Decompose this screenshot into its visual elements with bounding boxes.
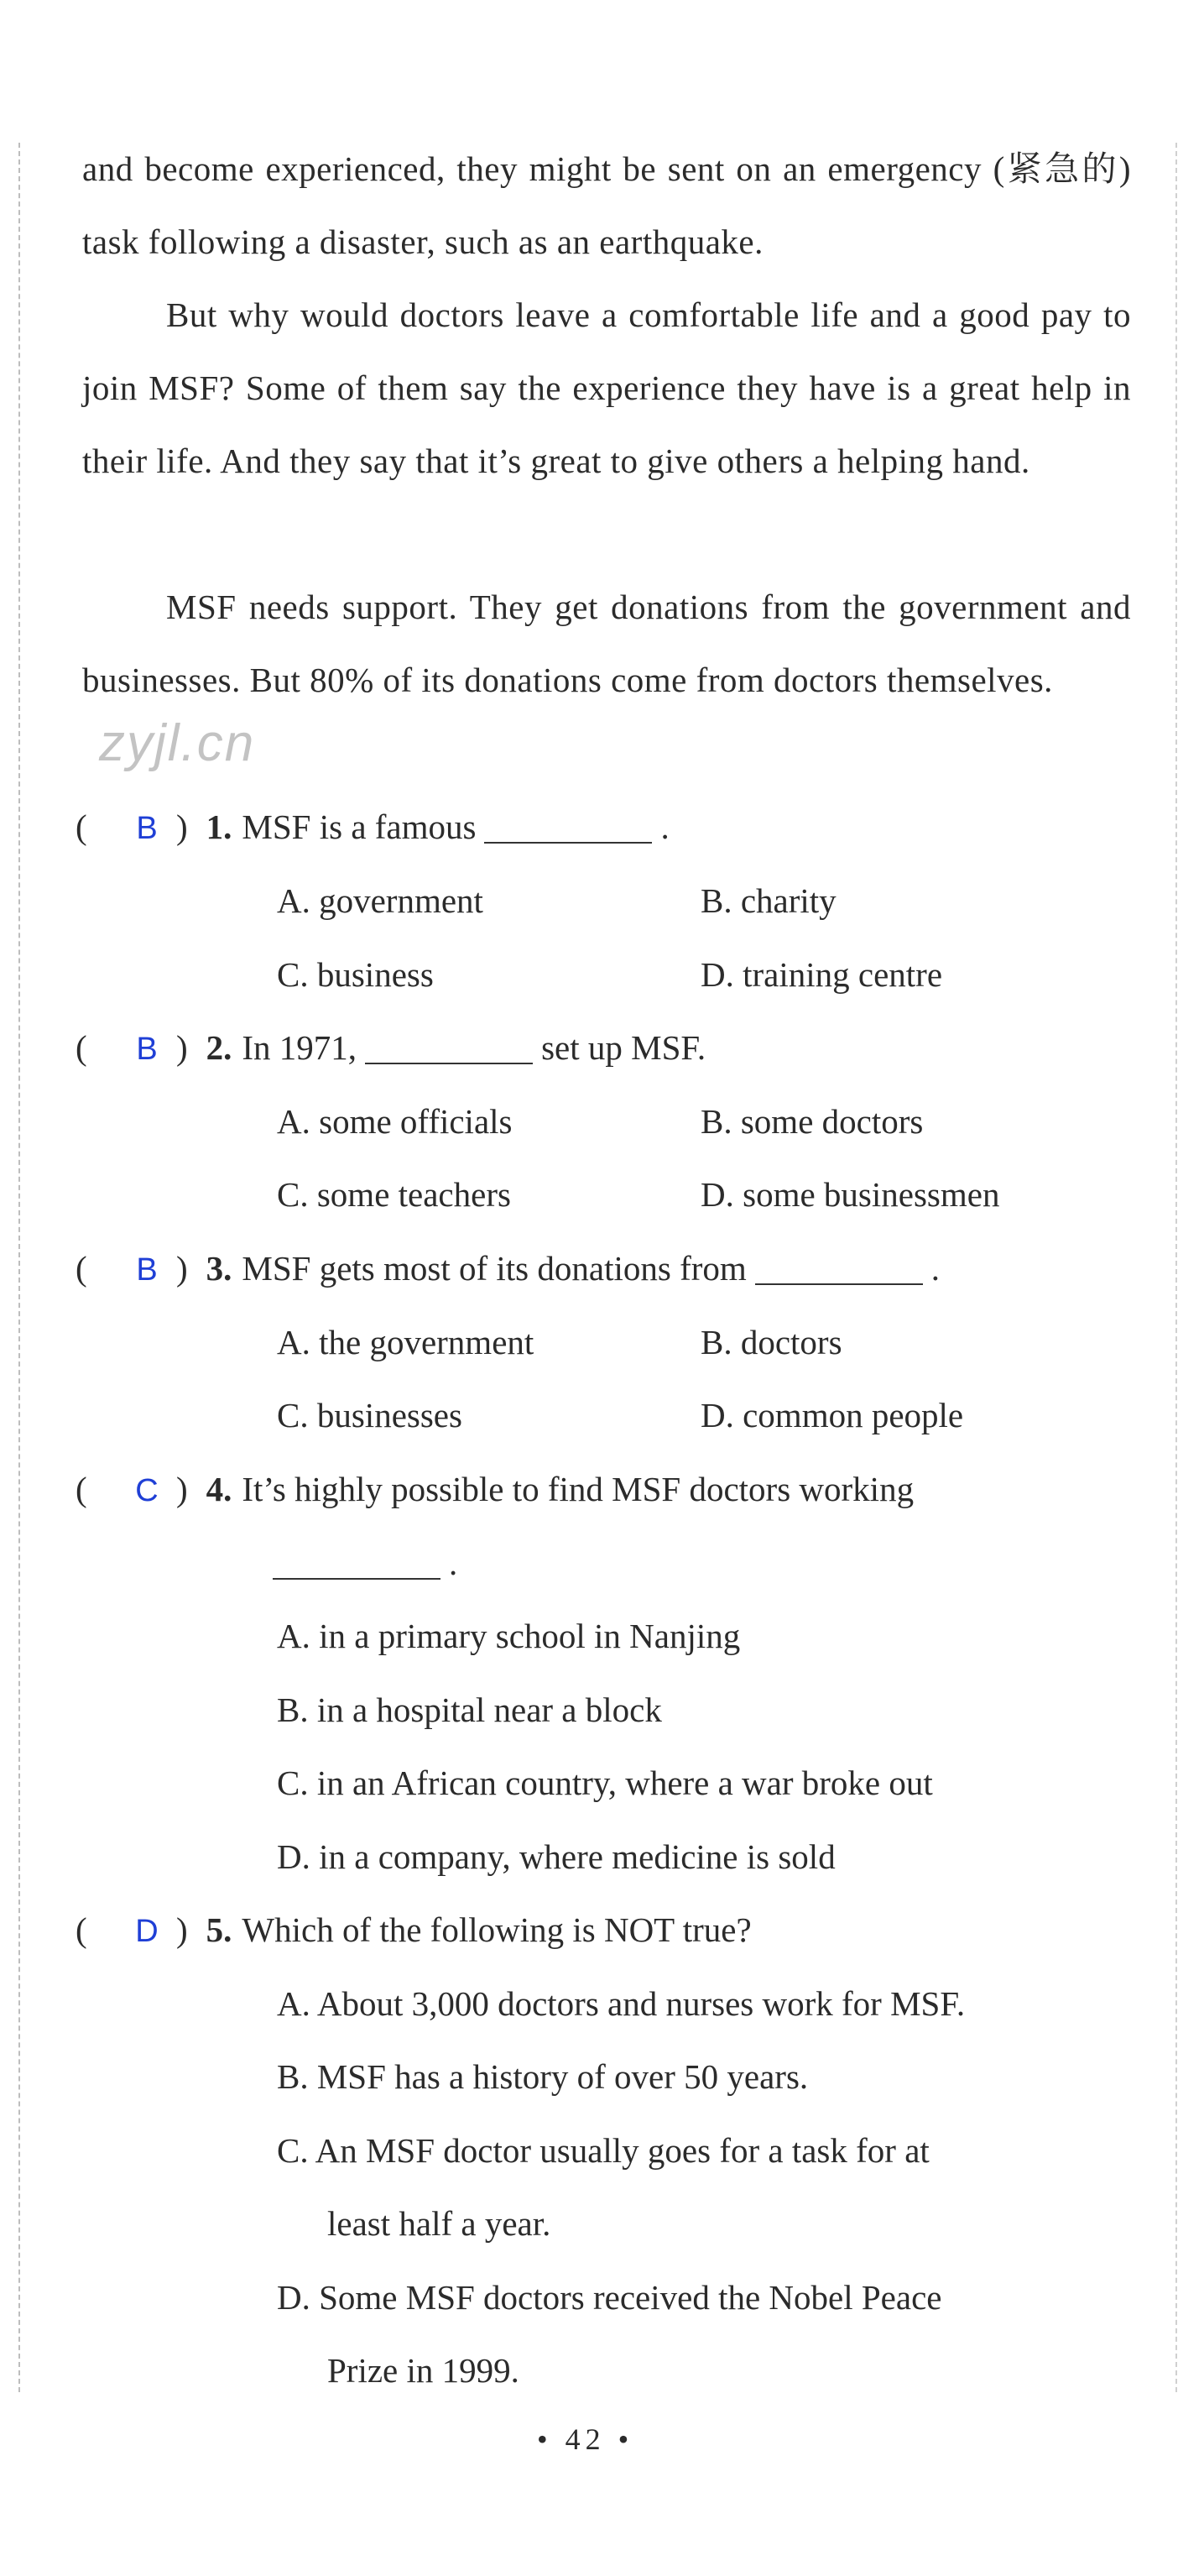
option-c: C. businesses	[277, 1396, 462, 1434]
question-1	[76, 802, 670, 854]
answer-1: B	[136, 811, 158, 846]
answer-blank	[273, 1544, 440, 1580]
question-stem-end: .	[930, 1249, 941, 1288]
option-b: B. in a hospital near a block	[277, 1690, 662, 1729]
question-stem: Which of the following is NOT true?	[242, 1910, 752, 1949]
option-c: C. some teachers	[277, 1175, 511, 1214]
passage-paragraph-3: MSF needs support. They get donations from the government and businesses. But 80% of its donations come from doctors themselves.	[82, 588, 1131, 699]
answer-blank	[484, 808, 652, 844]
answer-blank	[365, 1029, 533, 1064]
page-number: • 42 •	[537, 2422, 634, 2456]
option-c-continued: least half a year.	[327, 2204, 551, 2243]
option-c: C. business	[277, 955, 434, 994]
question-4	[76, 1464, 914, 1516]
option-d: D. in a company, where medicine is sold	[277, 1837, 836, 1876]
question-number: 5.	[206, 1910, 232, 1949]
option-d: D. Some MSF doctors received the Nobel Peace	[277, 2278, 942, 2317]
option-b: B. MSF has a history of over 50 years.	[277, 2057, 809, 2096]
option-d-continued: Prize in 1999.	[327, 2351, 519, 2390]
option-d: D. some businessmen	[701, 1175, 1000, 1214]
question-4-blank-line	[273, 1538, 457, 1588]
option-d: D. common people	[701, 1396, 964, 1434]
close-paren: )	[176, 807, 188, 846]
option-a: A. some officials	[277, 1102, 513, 1141]
question-number: 1.	[206, 807, 232, 846]
close-paren: )	[176, 1910, 188, 1949]
close-paren: )	[176, 1470, 188, 1508]
question-stem-end: .	[660, 807, 670, 846]
open-paren: (	[76, 1470, 87, 1508]
option-b: B. doctors	[701, 1323, 842, 1361]
question-stem: It’s highly possible to find MSF doctors working	[242, 1470, 915, 1508]
question-stem: MSF gets most of its donations from	[242, 1249, 747, 1288]
question-5	[76, 1905, 752, 1957]
question-2	[76, 1022, 706, 1074]
passage-paragraph-2: But why would doctors leave a comfortable life and a good pay to join MSF? Some of them say the experience they have is a great help in their life. And they say that it’s great to give others a helping hand.	[82, 295, 1131, 480]
close-paren: )	[176, 1028, 188, 1067]
answer-2: B	[136, 1032, 158, 1067]
passage-paragraph-1: and become experienced, they might be sent on an emergency (紧急的) task following a disaster, such as an earthquake.	[82, 149, 1131, 261]
option-c: C. in an African country, where a war broke out	[277, 1763, 933, 1802]
option-d: D. training centre	[701, 955, 943, 994]
answer-blank	[755, 1250, 923, 1285]
option-a: A. the government	[277, 1323, 534, 1361]
open-paren: (	[76, 1028, 87, 1067]
open-paren: (	[76, 1910, 87, 1949]
answer-3: B	[136, 1252, 158, 1288]
open-paren: (	[76, 1249, 87, 1288]
right-margin-dashed-line	[1175, 143, 1177, 2392]
left-margin-dashed-line	[18, 143, 20, 2392]
option-c: C. An MSF doctor usually goes for a task for at	[277, 2131, 930, 2170]
option-a: A. in a primary school in Nanjing	[277, 1617, 741, 1655]
answer-5: D	[135, 1914, 159, 1949]
close-paren: )	[176, 1249, 188, 1288]
question-3	[76, 1243, 940, 1295]
question-stem-end: .	[449, 1544, 458, 1582]
question-number: 4.	[206, 1470, 232, 1508]
question-stem: MSF is a famous	[242, 807, 477, 846]
option-a: A. government	[277, 881, 483, 920]
question-stem-end: set up MSF.	[541, 1028, 706, 1067]
watermark-logo: zyjl.cn	[99, 714, 256, 772]
option-a: A. About 3,000 doctors and nurses work for MSF.	[277, 1984, 966, 2023]
option-b: B. charity	[701, 881, 837, 920]
answer-4: C	[135, 1473, 159, 1508]
question-number: 2.	[206, 1028, 232, 1067]
open-paren: (	[76, 807, 87, 846]
option-b: B. some doctors	[701, 1102, 924, 1141]
question-number: 3.	[206, 1249, 232, 1288]
question-stem: In 1971,	[242, 1028, 357, 1067]
